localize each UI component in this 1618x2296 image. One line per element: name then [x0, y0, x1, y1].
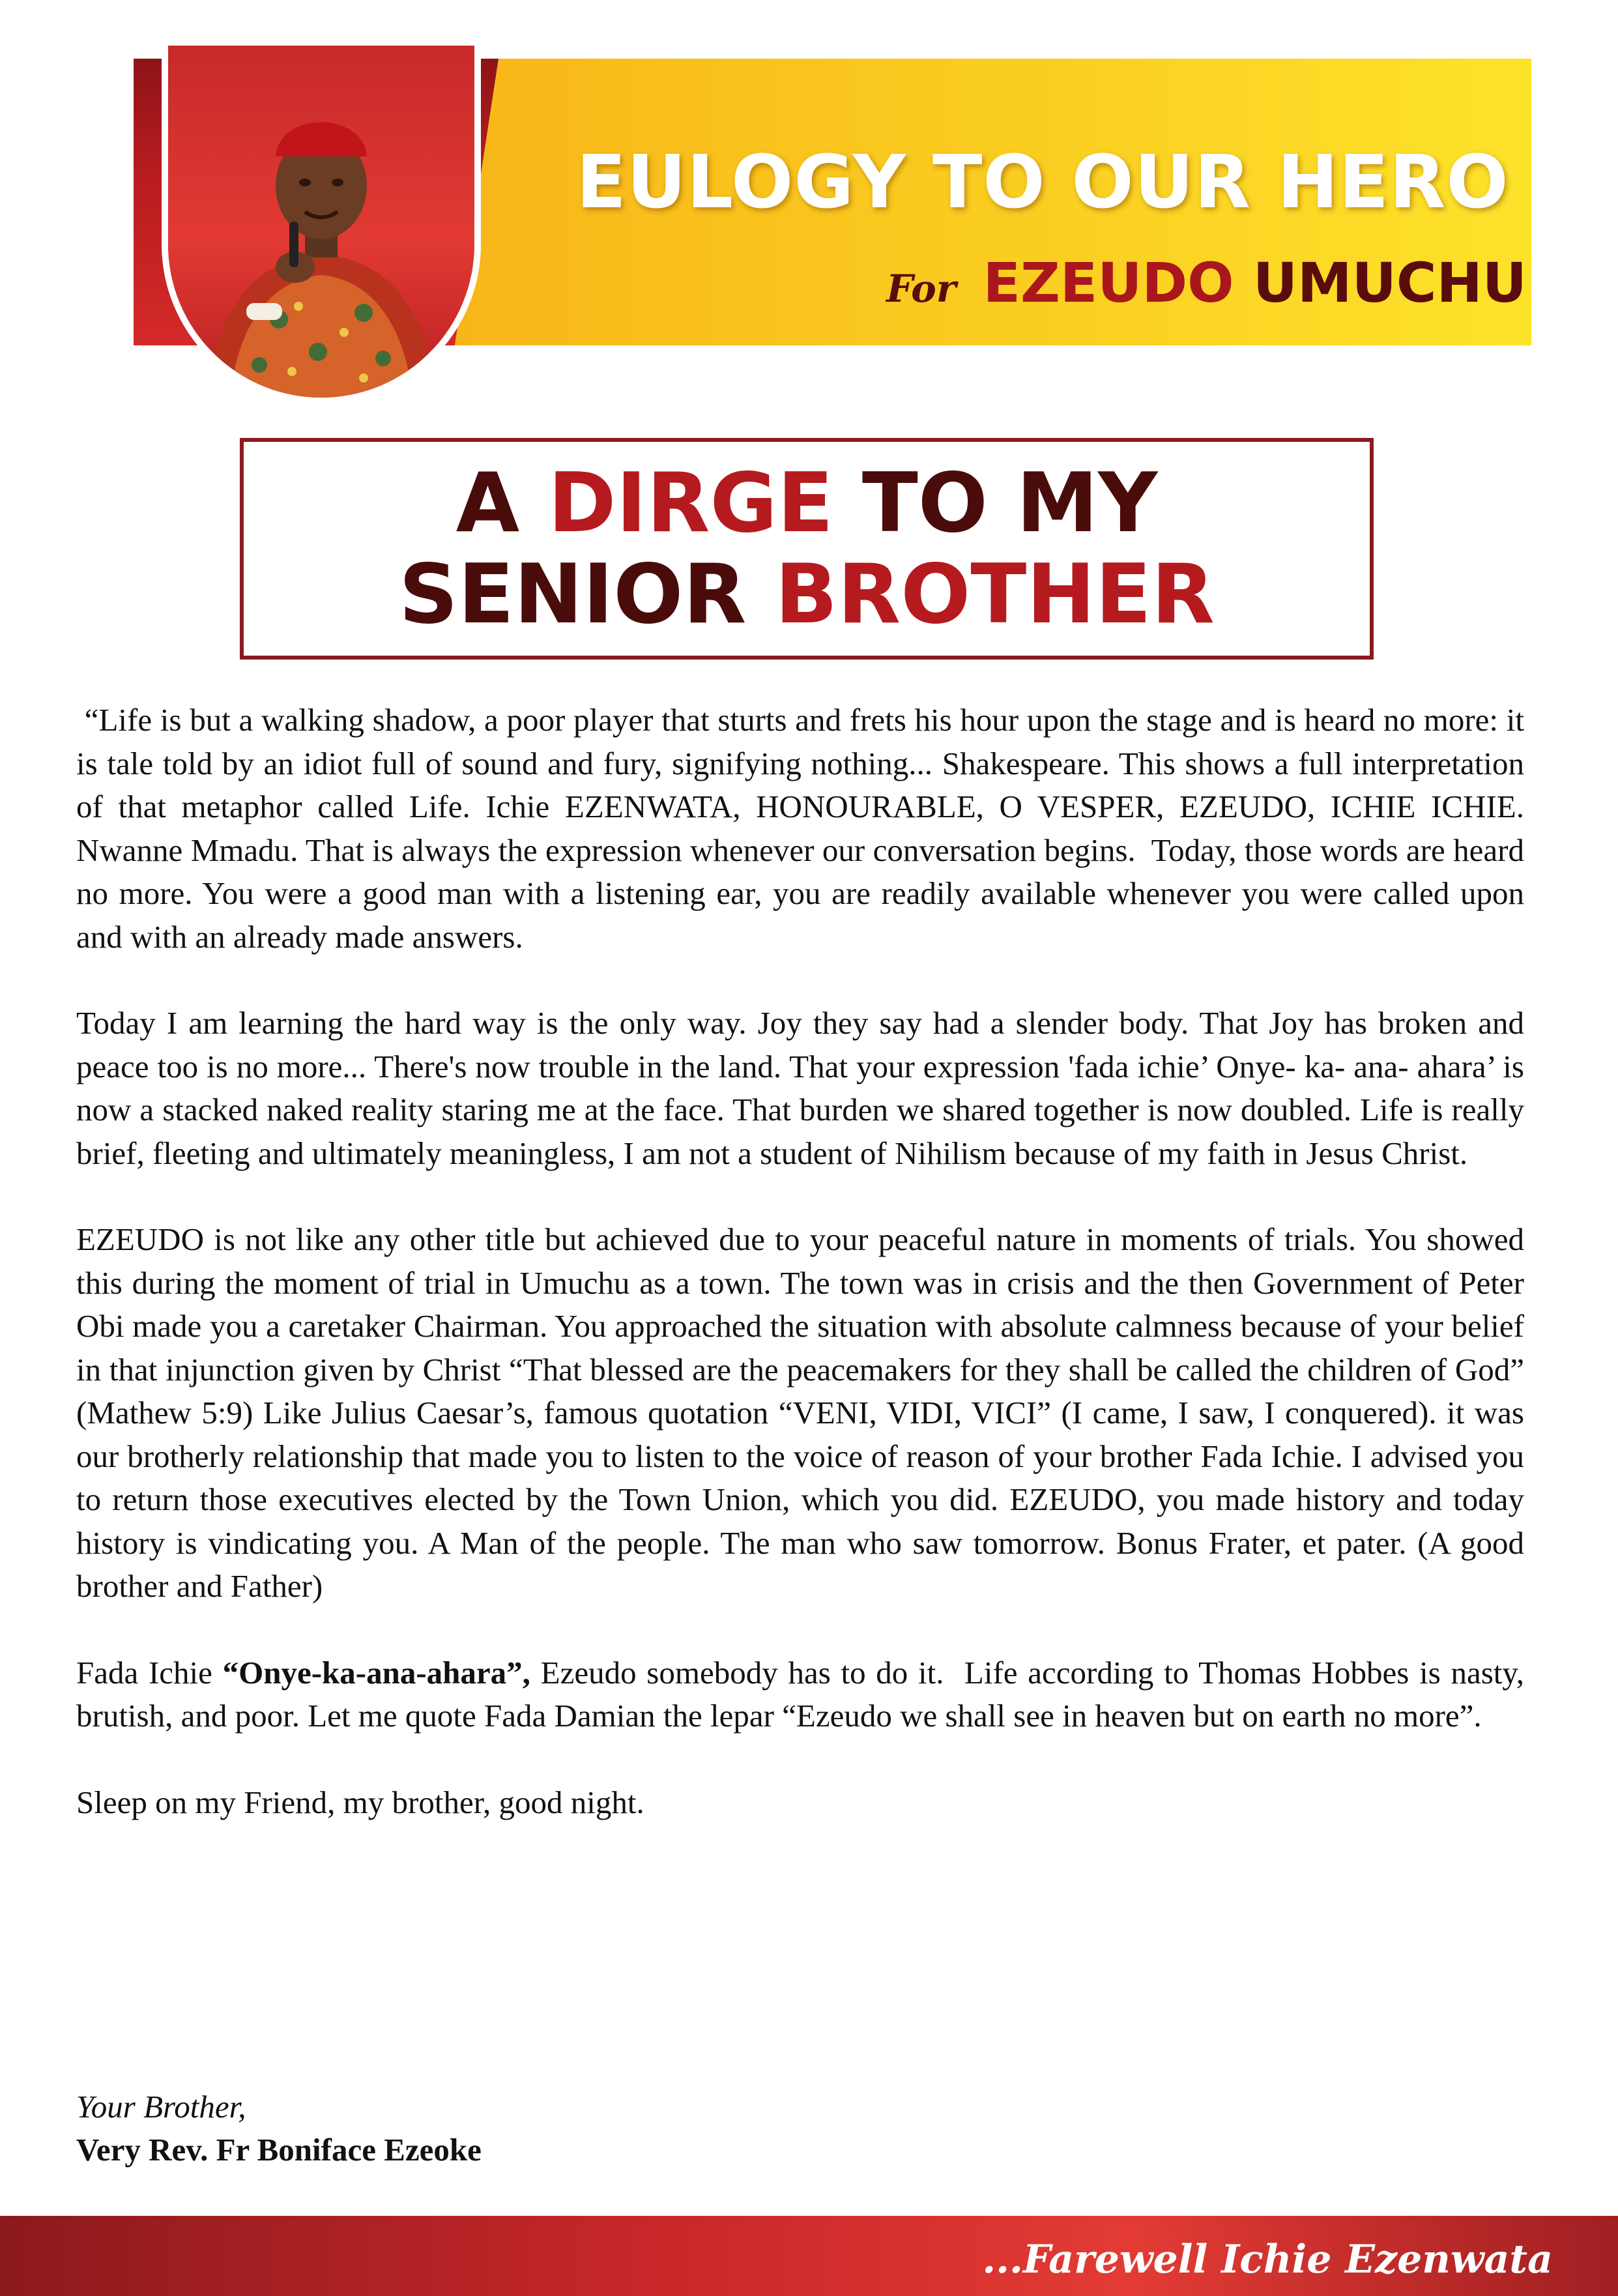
- paragraph-4: [76, 1651, 1533, 1738]
- signature-name: Very Rev. Fr Boniface Ezeoke: [76, 2132, 482, 2168]
- headline-word-to-my: TO MY: [861, 455, 1158, 551]
- signature-block: [76, 2085, 482, 2172]
- headline-line-1: [244, 455, 1370, 551]
- paragraph-1: “Life is but a walking shadow, a poor player that sturts and frets his hour upon the stage and is heard no more: it is tale told by an idiot full of sound and fury, signifying nothing... Shakespeare. This shows a full interpretation of that metaphor called Life. Ichie EZENWATA, HONOURABLE, O VESPER, EZEUDO, ICHIE ICHIE. Nwanne Mmadu. That is always the expression whenever our conversation begins. Today, those words are heard no more. You were a good man with a listening ear, you are readily available whenever you were called upon and with an already made answers.: [76, 702, 1533, 955]
- banner-title: EULOGY TO OUR HERO: [576, 140, 1509, 225]
- paragraph-4-text-b: Ezeudo somebody has to do it. Life according to Thomas Hobbes is nasty, brutish, and poor. Let me quote Fada Damian the lepar “Ezeudo we shall see in heaven but on earth no more”.: [76, 1654, 1533, 1734]
- headline-word-brother: BROTHER: [775, 546, 1215, 642]
- portrait-photo: [168, 46, 474, 398]
- signature-role: Your Brother,: [76, 2089, 246, 2125]
- paragraph-4-text-a: Fada Ichie: [76, 1654, 223, 1691]
- banner-for-label: For: [886, 267, 957, 311]
- banner-subtitle: [886, 251, 1527, 315]
- headline-line-2: [244, 546, 1370, 642]
- paragraph-3: EZEUDO is not like any other title but achieved due to your peaceful nature in moments of trials. You showed this during the moment of trial in Umuchu as a town. The town was in crisis and the then Government of Peter Obi made you a caretaker Chairman. You approached the situation with absolute calmness because of your belief in that injunction given by Christ “That blessed are the peacemakers for they shall be called the children of God” (Mathew 5:9) Like Julius Caesar’s, famous quotation “VENI, VIDI, VICI” (I came, I saw, I conquered). it was our brotherly relationship that made you to listen to the voice of reason of your brother Fada Ichie. I advised you to return those executives elected by the Town Union, which you did. EZEUDO, you made history and today history is vindicating you. A Man of the people. The man who saw tomorrow. Bonus Frater, et pater. (A good brother and Father): [76, 1221, 1524, 1604]
- footer-text: ...Farewell Ichie Ezenwata: [982, 2237, 1553, 2282]
- headline-word-senior: SENIOR: [399, 546, 747, 642]
- banner-name-part2: UMUCHU: [1252, 251, 1527, 315]
- banner-name-part1: EZEUDO: [983, 251, 1234, 315]
- paragraph-5: Sleep on my Friend, my brother, good night.: [76, 1784, 644, 1820]
- headline-word-dirge: DIRGE: [547, 455, 833, 551]
- eulogy-body: [76, 699, 1533, 1867]
- paragraph-4-bold: “Onye-ka-ana-ahara”,: [222, 1654, 530, 1691]
- headline-word-a: A: [455, 455, 520, 551]
- headline-box: [240, 438, 1374, 660]
- paragraph-2: Today I am learning the hard way is the only way. Joy they say had a slender body. That Joy has broken and peace too is no more... There's now trouble in the land. That your expression 'fada ichie’ Onye- ka- ana- ahara’ is now a stacked naked reality staring me at the face. That burden we shared together is now doubled. Life is really brief, fleeting and ultimately meaningless, I am not a student of Nihilism because of my faith in Jesus Christ.: [76, 1005, 1524, 1171]
